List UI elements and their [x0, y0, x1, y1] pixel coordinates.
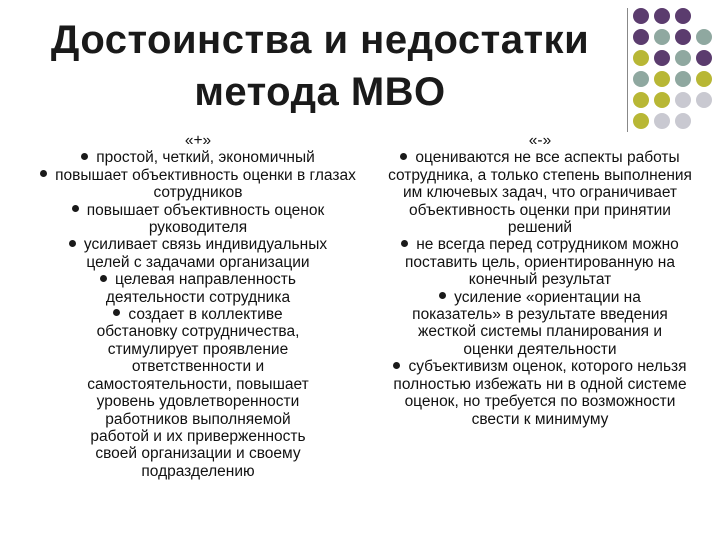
decor-dot: [675, 8, 691, 24]
bullet-icon: [113, 309, 120, 316]
disadvantages-heading: «-»: [528, 132, 552, 149]
advantage-text: целевая направленность деятельности сотрудника: [105, 271, 296, 306]
disadvantages-column: [382, 132, 698, 428]
slide-title-line-2: метода MBO: [194, 70, 446, 114]
advantage-item: [28, 306, 368, 480]
disadvantage-item: [382, 149, 698, 236]
decor-dot: [675, 71, 691, 87]
advantages-heading: «+»: [184, 132, 212, 149]
decor-dot: [696, 29, 712, 45]
bullet-icon: [72, 205, 79, 212]
disadvantage-item: [382, 236, 698, 288]
disadvantage-item: [382, 289, 698, 359]
decor-dot: [654, 8, 670, 24]
decor-dot: [696, 50, 712, 66]
slide-title-line-1: Достоинства и недостатки: [50, 18, 590, 62]
decor-dot: [633, 71, 649, 87]
decor-dot: [633, 50, 649, 66]
decor-dot: [633, 8, 649, 24]
bullet-icon: [400, 153, 407, 160]
disadvantage-item: [382, 358, 698, 428]
advantage-text: простой, четкий, экономичный: [96, 149, 315, 167]
decor-dot: [654, 92, 670, 108]
bullet-icon: [69, 240, 76, 247]
decor-dot: [675, 29, 691, 45]
disadvantage-text: усиление «ориентации на показатель» в результате введения жесткой системы планирования и оценки деятельности: [412, 288, 668, 358]
slide-title: [40, 14, 600, 118]
decor-dot: [675, 50, 691, 66]
bullet-icon: [81, 153, 88, 160]
decor-dot: [675, 113, 691, 129]
decor-dot: [675, 92, 691, 108]
advantage-item: [28, 149, 368, 166]
disadvantage-text: субъективизм оценок, которого нельзя полностью избежать ни в одной системе оценок, но требуется по возможности свести к минимуму: [393, 358, 687, 428]
bullet-icon: [439, 292, 446, 299]
decor-dot: [654, 113, 670, 129]
decor-dot: [654, 50, 670, 66]
advantage-text: повышает объективность оценок руководителя: [86, 201, 325, 237]
bullet-icon: [40, 170, 47, 177]
advantages-column: [28, 132, 368, 480]
decor-dot: [633, 29, 649, 45]
decor-dot: [633, 113, 649, 129]
advantage-item: [28, 202, 368, 237]
bullet-icon: [393, 362, 400, 369]
advantage-text: создает в коллективе обстановку сотрудничества, стимулирует проявление ответственности и самостоятельности, повышает уровень удовлетворенности работников выполняемой работой и их приверженность своей организации и своему подразделению: [87, 306, 309, 480]
decor-dot: [696, 71, 712, 87]
advantage-text: усиливает связь индивидуальных целей с задачами организации: [83, 236, 328, 271]
disadvantage-text: не всегда перед сотрудником можно поставить цель, ориентированную на конечный результат: [405, 236, 679, 289]
decorative-divider: [627, 8, 628, 132]
advantage-text: повышает объективность оценки в глазах сотрудников: [55, 166, 356, 202]
disadvantage-text: оцениваются не все аспекты работы сотрудника, а только степень выполнения им ключевых задач, что ограничивает объективность оценки при принятии решений: [388, 149, 692, 237]
advantage-item: [28, 167, 368, 202]
advantage-item: [28, 271, 368, 306]
decor-dot: [654, 71, 670, 87]
decor-dot: [633, 92, 649, 108]
advantage-item: [28, 236, 368, 271]
decor-dot: [696, 92, 712, 108]
bullet-icon: [401, 240, 408, 247]
decor-dot: [654, 29, 670, 45]
bullet-icon: [100, 275, 107, 282]
